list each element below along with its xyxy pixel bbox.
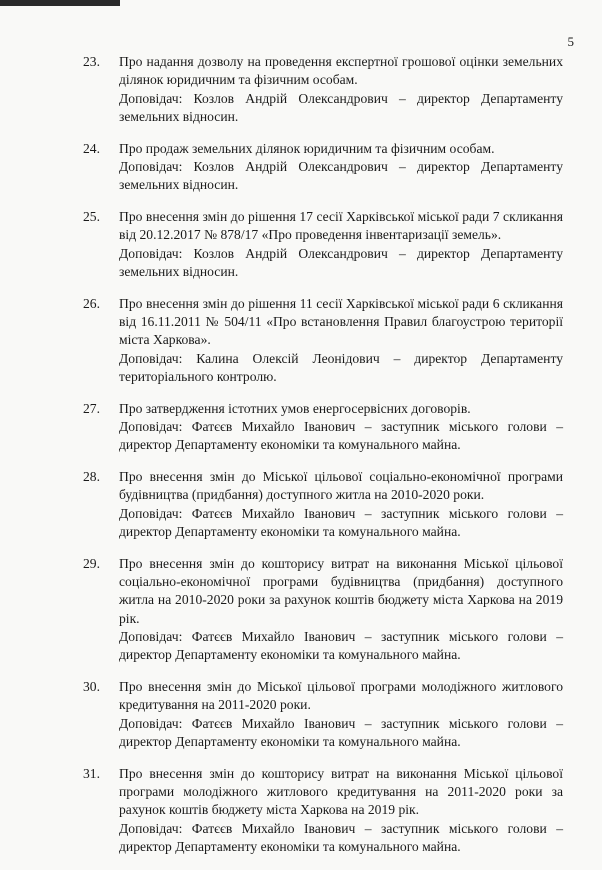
item-number: 30. [83, 679, 100, 695]
agenda-item-30 [83, 678, 563, 751]
item-number: 31. [83, 765, 100, 781]
item-title: Про продаж земельних ділянок юридичним та фізичним особам. [119, 140, 495, 156]
item-number: 29. [83, 555, 100, 571]
agenda-item-23 [83, 53, 563, 126]
agenda-item-27 [83, 400, 563, 455]
item-number: 23. [83, 54, 100, 69]
item-title: Про внесення змін до Міської цільової програми молодіжного житлового кредитування на 2011-2020 роки. [119, 679, 563, 713]
item-title: Про внесення змін до кошторису витрат на виконання Міської цільової програми молодіжного житлового кредитування на 2011-2020 роки за рахунок коштів бюджету міста Харкова на 2019 рік. [119, 765, 563, 818]
item-number: 27. [83, 400, 100, 416]
agenda-item-26 [83, 295, 563, 386]
agenda-item-29 [83, 555, 563, 665]
item-speaker: Доповідач: Калина Олексій Леонідович – директор Департаменту територіального контролю. [119, 350, 563, 384]
agenda-item-31 [83, 765, 563, 856]
agenda-item-24 [83, 140, 563, 195]
item-title: Про внесення змін до рішення 17 сесії Харківської міської ради 7 скликання від 20.12.2017 № 878/17 «Про проведення інвентаризації земель». [119, 209, 563, 243]
item-speaker: Доповідач: Фатєєв Михайло Іванович – заступник міського голови – директор Департаменту економіки та комунального майна. [119, 419, 563, 453]
item-speaker: Доповідач: Козлов Андрій Олександрович – директор Департаменту земельних відносин. [119, 245, 563, 279]
item-number: 24. [83, 140, 100, 156]
item-title: Про надання дозволу на проведення експертної грошової оцінки земельних ділянок юридичним та фізичним особам. [119, 54, 563, 88]
item-title: Про внесення змін до Міської цільової соціально-економічної програми будівництва (придбання) доступного житла на 2010-2020 роки. [119, 469, 563, 503]
agenda-item-25 [83, 208, 563, 281]
item-speaker: Доповідач: Фатєєв Михайло Іванович – заступник міського голови – директор Департаменту економіки та комунального майна. [119, 715, 563, 749]
scan-edge-mark [0, 0, 120, 6]
item-speaker: Доповідач: Фатєєв Михайло Іванович – заступник міського голови – директор Департаменту економіки та комунального майна. [119, 505, 563, 540]
item-title: Про затвердження істотних умов енергосервісних договорів. [119, 400, 471, 416]
item-speaker: Доповідач: Козлов Андрій Олександрович – директор Департаменту земельних відносин. [119, 90, 563, 124]
item-number: 28. [83, 469, 100, 485]
item-speaker: Доповідач: Козлов Андрій Олександрович – директор Департаменту земельних відносин. [119, 158, 563, 193]
item-number: 26. [83, 295, 100, 311]
item-number: 25. [83, 209, 100, 225]
agenda-item-28 [83, 468, 563, 541]
item-title: Про внесення змін до кошторису витрат на виконання Міської цільової соціально-економічної програми будівництва (придбання) доступного житла на 2010-2020 роки за рахунок коштів бюджету міста Харкова на 2019 рік. [119, 555, 563, 626]
item-speaker: Доповідач: Фатєєв Михайло Іванович – заступник міського голови – директор Департаменту економіки та комунального майна. [119, 820, 563, 854]
page-number: 5 [567, 34, 574, 49]
agenda-list [83, 53, 563, 870]
item-title: Про внесення змін до рішення 11 сесії Харківської міської ради 6 скликання від 16.11.2011 № 504/11 «Про встановлення Правил благоустрою території міста Харкова». [119, 295, 563, 348]
item-speaker: Доповідач: Фатєєв Михайло Іванович – заступник міського голови – директор Департаменту економіки та комунального майна. [119, 629, 563, 663]
